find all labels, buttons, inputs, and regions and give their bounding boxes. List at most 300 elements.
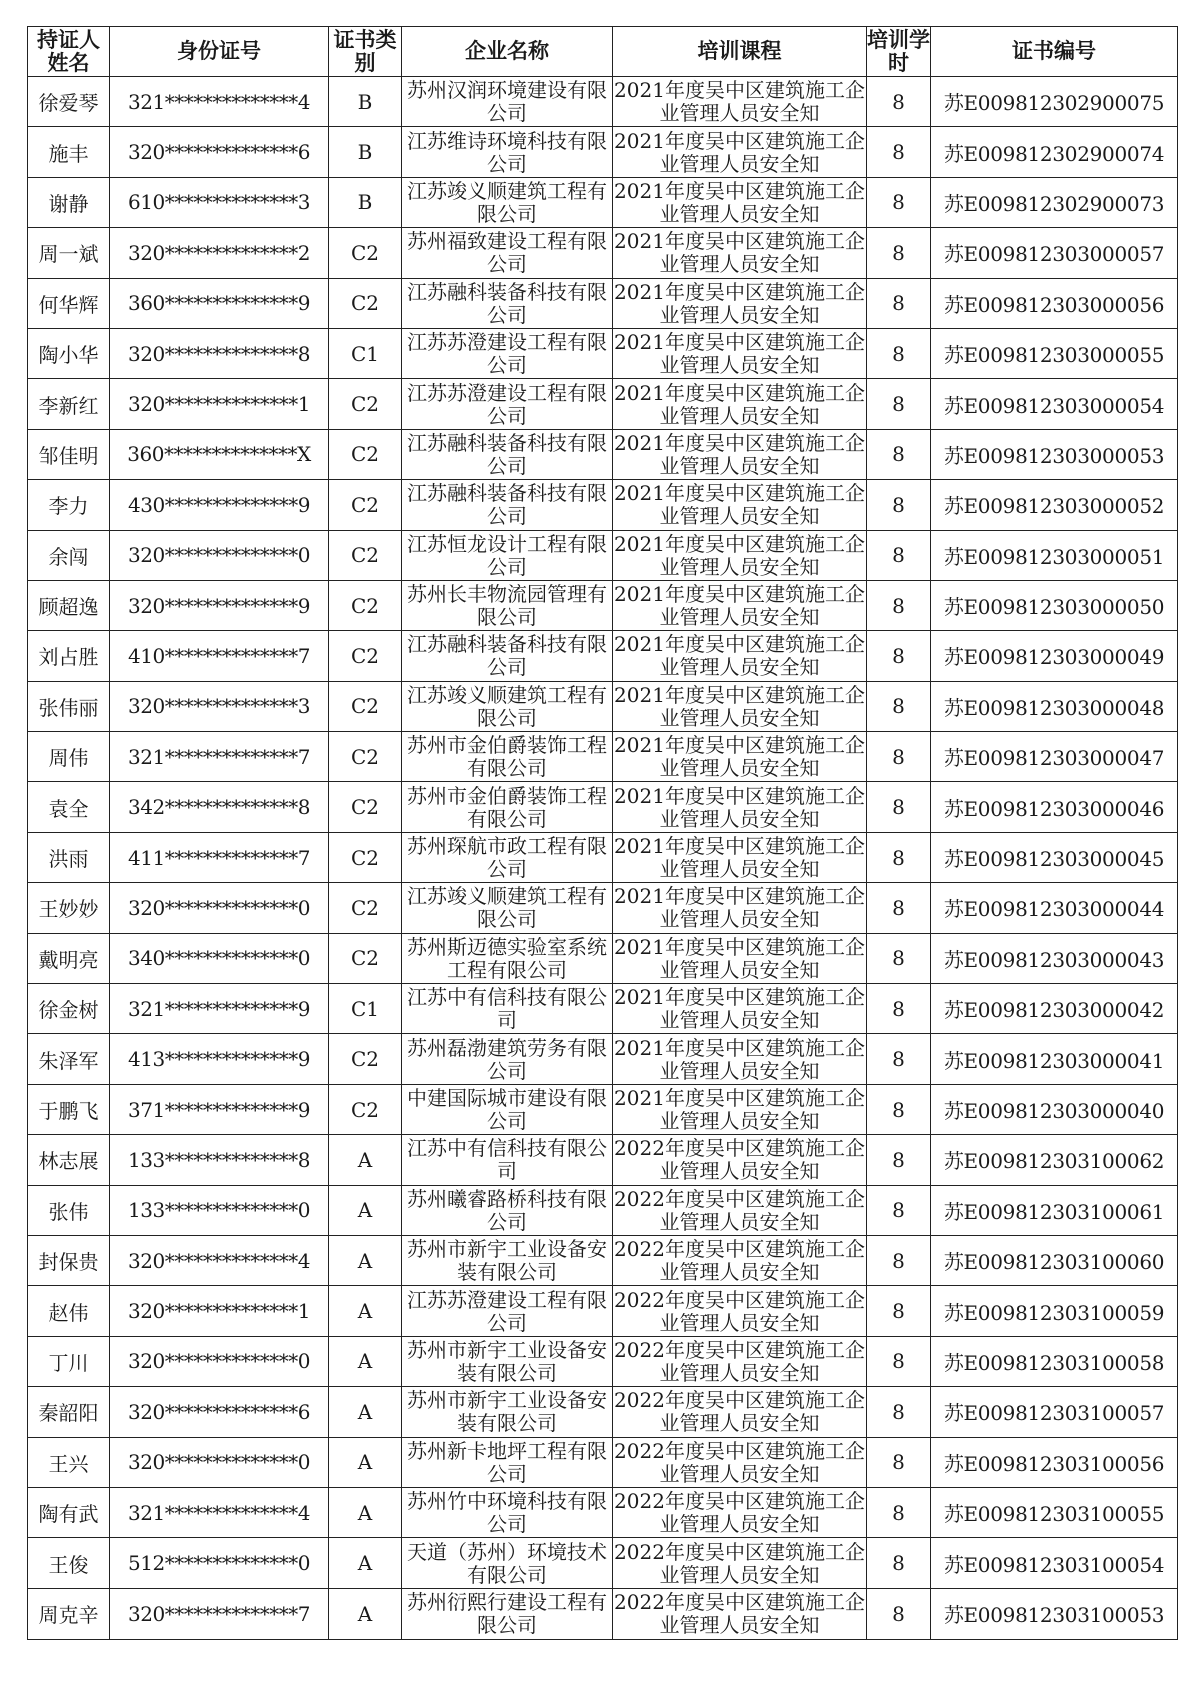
cell-course [613, 77, 867, 127]
cell-cert-no: 苏E009812303000048 [931, 681, 1178, 731]
cell-cert-no: 苏E009812303000043 [931, 933, 1178, 983]
header-row [28, 27, 1178, 77]
cell-company-text: 江苏恒龙设计工程有限公司 [407, 531, 607, 579]
cell-course [613, 782, 867, 832]
cell-id: 320**************0 [110, 530, 329, 580]
cell-id: 320**************0 [110, 883, 329, 933]
cell-category: C2 [329, 782, 402, 832]
cell-course-text: 2022年度吴中区建筑施工企业管理人员安全知 [614, 1287, 865, 1335]
cell-name: 王俊 [28, 1538, 110, 1588]
cell-company [402, 379, 613, 429]
cell-category: C1 [329, 328, 402, 378]
cell-hours: 8 [867, 1487, 931, 1537]
cell-cert-no: 苏E009812303000044 [931, 883, 1178, 933]
cell-hours: 8 [867, 580, 931, 630]
cell-company-text: 江苏融科装备科技有限公司 [407, 632, 607, 680]
cell-cert-no: 苏E009812303000053 [931, 429, 1178, 479]
cell-hours: 8 [867, 933, 931, 983]
cell-course-text: 2021年度吴中区建筑施工企业管理人员安全知 [614, 884, 865, 932]
cell-course [613, 1538, 867, 1588]
cell-company-text: 江苏竣义顺建筑工程有限公司 [407, 682, 607, 730]
table-row [28, 1235, 1178, 1285]
cell-course [613, 480, 867, 530]
cell-company [402, 883, 613, 933]
cell-category: A [329, 1336, 402, 1386]
cell-category: A [329, 1437, 402, 1487]
cell-category: C2 [329, 732, 402, 782]
cell-company [402, 1084, 613, 1134]
cell-course-text: 2021年度吴中区建筑施工企业管理人员安全知 [614, 1086, 865, 1133]
cell-name: 陶有武 [28, 1487, 110, 1537]
cell-course-text: 2021年度吴中区建筑施工企业管理人员安全知 [614, 531, 865, 579]
cell-category: C2 [329, 228, 402, 278]
cell-course-text: 2021年度吴中区建筑施工企业管理人员安全知 [614, 1035, 865, 1083]
cell-name: 林志展 [28, 1135, 110, 1185]
cell-id: 342**************8 [110, 782, 329, 832]
cell-name: 李力 [28, 480, 110, 530]
cell-course [613, 1286, 867, 1336]
cell-company [402, 1286, 613, 1336]
cell-name: 丁川 [28, 1336, 110, 1386]
cell-cert-no: 苏E009812302900073 [931, 177, 1178, 227]
table-row [28, 77, 1178, 127]
cell-hours: 8 [867, 832, 931, 882]
cell-id: 413**************9 [110, 1034, 329, 1084]
cell-id: 360**************X [110, 429, 329, 479]
table-row [28, 480, 1178, 530]
cell-company-text: 苏州曦睿路桥科技有限公司 [407, 1186, 607, 1234]
cell-company-text: 天道（苏州）环境技术有限公司 [407, 1539, 607, 1587]
cell-name: 周克辛 [28, 1588, 110, 1639]
table-row [28, 328, 1178, 378]
cell-cert-no: 苏E009812303000041 [931, 1034, 1178, 1084]
cell-id: 320**************2 [110, 228, 329, 278]
header-id: 身份证号 [110, 27, 329, 77]
cell-course-text: 2022年度吴中区建筑施工企业管理人员安全知 [614, 1237, 865, 1285]
cell-name: 徐爱琴 [28, 77, 110, 127]
cell-hours: 8 [867, 1185, 931, 1235]
cell-course [613, 1487, 867, 1537]
cell-cert-no: 苏E009812303100054 [931, 1538, 1178, 1588]
table-row [28, 681, 1178, 731]
cell-company-text: 苏州汉润环境建设有限公司 [407, 78, 607, 126]
cell-cert-no: 苏E009812303100056 [931, 1437, 1178, 1487]
cell-course [613, 1437, 867, 1487]
cell-course-text: 2021年度吴中区建筑施工企业管理人员安全知 [614, 78, 865, 126]
table-row [28, 1286, 1178, 1336]
cell-company [402, 1538, 613, 1588]
cell-company [402, 1235, 613, 1285]
cell-cert-no: 苏E009812303000040 [931, 1084, 1178, 1134]
cell-course [613, 1135, 867, 1185]
cell-company-text: 苏州长丰物流园管理有限公司 [407, 582, 607, 630]
cell-name: 施丰 [28, 127, 110, 177]
cell-hours: 8 [867, 429, 931, 479]
cell-name: 朱泽军 [28, 1034, 110, 1084]
table-row [28, 631, 1178, 681]
cell-course-text: 2022年度吴中区建筑施工企业管理人员安全知 [614, 1489, 865, 1537]
cell-cert-no: 苏E009812303000047 [931, 732, 1178, 782]
cell-course [613, 278, 867, 328]
cell-company [402, 832, 613, 882]
cell-course [613, 883, 867, 933]
cell-course-text: 2021年度吴中区建筑施工企业管理人员安全知 [614, 783, 865, 831]
cell-hours: 8 [867, 1286, 931, 1336]
cell-company [402, 228, 613, 278]
cell-course-text: 2022年度吴中区建筑施工企业管理人员安全知 [614, 1539, 865, 1587]
cell-category: A [329, 1286, 402, 1336]
cell-company-text: 江苏苏澄建设工程有限公司 [407, 330, 607, 378]
cell-company [402, 328, 613, 378]
cell-company [402, 580, 613, 630]
cell-category: B [329, 77, 402, 127]
cell-id: 512**************0 [110, 1538, 329, 1588]
cell-hours: 8 [867, 127, 931, 177]
cell-course [613, 732, 867, 782]
cell-category: C2 [329, 278, 402, 328]
cell-company-text: 苏州磊渤建筑劳务有限公司 [407, 1035, 607, 1083]
cell-category: B [329, 177, 402, 227]
cell-id: 321**************4 [110, 77, 329, 127]
cell-category: C2 [329, 1034, 402, 1084]
cell-hours: 8 [867, 1588, 931, 1639]
cell-cert-no: 苏E009812303000042 [931, 984, 1178, 1034]
cell-name: 余闯 [28, 530, 110, 580]
cell-name: 戴明亮 [28, 933, 110, 983]
cell-course [613, 429, 867, 479]
cell-id: 321**************9 [110, 984, 329, 1034]
cell-cert-no: 苏E009812303000045 [931, 832, 1178, 882]
cell-course-text: 2021年度吴中区建筑施工企业管理人员安全知 [614, 934, 865, 982]
cell-company-text: 江苏竣义顺建筑工程有限公司 [407, 178, 607, 226]
cell-course-text: 2021年度吴中区建筑施工企业管理人员安全知 [614, 481, 865, 529]
table-row [28, 984, 1178, 1034]
cell-name: 谢静 [28, 177, 110, 227]
table-row [28, 429, 1178, 479]
table-row [28, 1135, 1178, 1185]
cell-hours: 8 [867, 883, 931, 933]
cell-course-text: 2022年度吴中区建筑施工企业管理人员安全知 [614, 1186, 865, 1234]
cell-category: A [329, 1487, 402, 1537]
cell-name: 刘占胜 [28, 631, 110, 681]
table-row [28, 530, 1178, 580]
cell-course [613, 127, 867, 177]
cell-id: 320**************0 [110, 1437, 329, 1487]
cell-category: C2 [329, 379, 402, 429]
cell-course [613, 1235, 867, 1285]
cell-course-text: 2022年度吴中区建筑施工企业管理人员安全知 [614, 1590, 865, 1638]
header-hours: 培训学时 [867, 27, 930, 75]
cell-hours: 8 [867, 681, 931, 731]
cell-category: B [329, 127, 402, 177]
cell-category: A [329, 1235, 402, 1285]
cell-course [613, 379, 867, 429]
cell-course-text: 2022年度吴中区建筑施工企业管理人员安全知 [614, 1136, 865, 1184]
header-company: 企业名称 [402, 27, 613, 77]
cell-name: 顾超逸 [28, 580, 110, 630]
cell-company-text: 苏州市新宇工业设备安装有限公司 [407, 1237, 607, 1285]
cell-hours: 8 [867, 732, 931, 782]
cell-company-text: 中建国际城市建设有限公司 [407, 1086, 607, 1133]
table-row [28, 933, 1178, 983]
cell-id: 320**************1 [110, 1286, 329, 1336]
cell-course [613, 1084, 867, 1134]
cell-category: A [329, 1588, 402, 1639]
cell-id: 320**************6 [110, 1387, 329, 1437]
cell-course-text: 2021年度吴中区建筑施工企业管理人员安全知 [614, 430, 865, 478]
cell-id: 320**************9 [110, 580, 329, 630]
cell-company [402, 1185, 613, 1235]
cell-cert-no: 苏E009812303000054 [931, 379, 1178, 429]
cell-course-text: 2021年度吴中区建筑施工企业管理人员安全知 [614, 380, 865, 428]
cell-id: 320**************0 [110, 1336, 329, 1386]
cell-company [402, 1387, 613, 1437]
cell-cert-no: 苏E009812303000055 [931, 328, 1178, 378]
cell-course [613, 530, 867, 580]
cell-id: 321**************4 [110, 1487, 329, 1537]
cell-course-text: 2021年度吴中区建筑施工企业管理人员安全知 [614, 582, 865, 630]
cell-category: C2 [329, 832, 402, 882]
cell-company [402, 1588, 613, 1639]
cell-name: 周伟 [28, 732, 110, 782]
cell-hours: 8 [867, 782, 931, 832]
cell-cert-no: 苏E009812303100061 [931, 1185, 1178, 1235]
cell-id: 133**************8 [110, 1135, 329, 1185]
cell-hours: 8 [867, 1437, 931, 1487]
cell-company [402, 480, 613, 530]
cell-company-text: 苏州市新宇工业设备安装有限公司 [407, 1388, 607, 1436]
cell-course [613, 328, 867, 378]
header-cert-no: 证书编号 [931, 27, 1178, 77]
cell-course-text: 2022年度吴中区建筑施工企业管理人员安全知 [614, 1388, 865, 1436]
cell-cert-no: 苏E009812303100058 [931, 1336, 1178, 1386]
cell-company [402, 1487, 613, 1537]
cell-category: A [329, 1135, 402, 1185]
table-row [28, 832, 1178, 882]
cell-course [613, 580, 867, 630]
table-row [28, 580, 1178, 630]
table-row [28, 379, 1178, 429]
table-header [28, 27, 1178, 77]
table-row [28, 883, 1178, 933]
cell-category: A [329, 1185, 402, 1235]
table-row [28, 1084, 1178, 1134]
cell-hours: 8 [867, 631, 931, 681]
cell-company-text: 苏州新卡地坪工程有限公司 [407, 1438, 607, 1486]
cell-company [402, 631, 613, 681]
cell-course-text: 2021年度吴中区建筑施工企业管理人员安全知 [614, 682, 865, 730]
table-row [28, 782, 1178, 832]
cell-hours: 8 [867, 1135, 931, 1185]
cell-course [613, 1387, 867, 1437]
cell-company [402, 1437, 613, 1487]
cell-company-text: 苏州市金伯爵装饰工程有限公司 [407, 733, 607, 781]
cell-id: 320**************4 [110, 1235, 329, 1285]
table-body [28, 77, 1178, 1640]
cell-hours: 8 [867, 530, 931, 580]
cell-hours: 8 [867, 328, 931, 378]
cell-company [402, 530, 613, 580]
cell-course [613, 1034, 867, 1084]
cell-company-text: 江苏融科装备科技有限公司 [407, 279, 607, 327]
cell-company-text: 苏州竹中环境科技有限公司 [407, 1489, 607, 1537]
cell-company-text: 苏州市金伯爵装饰工程有限公司 [407, 783, 607, 831]
cell-company [402, 984, 613, 1034]
cell-hours: 8 [867, 228, 931, 278]
cell-course-text: 2021年度吴中区建筑施工企业管理人员安全知 [614, 632, 865, 680]
cell-name: 邹佳明 [28, 429, 110, 479]
cell-hours: 8 [867, 77, 931, 127]
table-row [28, 1487, 1178, 1537]
cell-id: 430**************9 [110, 480, 329, 530]
cell-category: C2 [329, 530, 402, 580]
table-row [28, 1588, 1178, 1639]
cell-course-text: 2021年度吴中区建筑施工企业管理人员安全知 [614, 178, 865, 226]
cell-cert-no: 苏E009812303100055 [931, 1487, 1178, 1537]
table-row [28, 1336, 1178, 1386]
cell-company [402, 177, 613, 227]
cell-category: A [329, 1538, 402, 1588]
cell-company [402, 933, 613, 983]
cell-name: 赵伟 [28, 1286, 110, 1336]
cell-cert-no: 苏E009812303000057 [931, 228, 1178, 278]
cell-course-text: 2021年度吴中区建筑施工企业管理人员安全知 [614, 229, 865, 277]
cell-name: 秦韶阳 [28, 1387, 110, 1437]
table-row [28, 1538, 1178, 1588]
cell-category: C2 [329, 580, 402, 630]
cell-company [402, 429, 613, 479]
cell-company-text: 江苏维诗环境科技有限公司 [407, 128, 607, 176]
header-name: 持证人姓名 [28, 27, 110, 77]
cell-course [613, 1588, 867, 1639]
cell-company-text: 苏州福致建设工程有限公司 [407, 229, 607, 277]
cell-company-text: 苏州衍熙行建设工程有限公司 [407, 1590, 607, 1638]
cell-company [402, 732, 613, 782]
cell-course [613, 933, 867, 983]
cell-company [402, 77, 613, 127]
cell-company-text: 江苏竣义顺建筑工程有限公司 [407, 884, 607, 932]
certificate-table [27, 26, 1178, 1640]
table-row [28, 278, 1178, 328]
cell-company-text: 苏州市新宇工业设备安装有限公司 [407, 1337, 607, 1385]
cell-category: C2 [329, 480, 402, 530]
cell-name: 王兴 [28, 1437, 110, 1487]
table-row [28, 732, 1178, 782]
cell-name: 张伟丽 [28, 681, 110, 731]
cell-course [613, 1336, 867, 1386]
cell-company [402, 1336, 613, 1386]
cell-hours: 8 [867, 1538, 931, 1588]
cell-company [402, 278, 613, 328]
cell-course [613, 177, 867, 227]
cell-name: 李新红 [28, 379, 110, 429]
header-course: 培训课程 [613, 27, 867, 77]
cell-course [613, 228, 867, 278]
cell-hours: 8 [867, 984, 931, 1034]
cell-course [613, 1185, 867, 1235]
cell-name: 何华辉 [28, 278, 110, 328]
cell-cert-no: 苏E009812303100059 [931, 1286, 1178, 1336]
cell-company-text: 苏州琛航市政工程有限公司 [407, 834, 607, 882]
cell-company [402, 1034, 613, 1084]
cell-cert-no: 苏E009812303000046 [931, 782, 1178, 832]
cell-course [613, 631, 867, 681]
cell-hours: 8 [867, 278, 931, 328]
cell-id: 411**************7 [110, 832, 329, 882]
cell-name: 陶小华 [28, 328, 110, 378]
cell-hours: 8 [867, 1034, 931, 1084]
table-row [28, 1185, 1178, 1235]
cell-cert-no: 苏E009812303100057 [931, 1387, 1178, 1437]
cell-company [402, 782, 613, 832]
cell-name: 徐金树 [28, 984, 110, 1034]
cell-company-text: 江苏融科装备科技有限公司 [407, 481, 607, 529]
header-category: 证书类别 [329, 27, 402, 77]
table-row [28, 228, 1178, 278]
cell-hours: 8 [867, 1336, 931, 1386]
cell-hours: 8 [867, 379, 931, 429]
cell-name: 封保贵 [28, 1235, 110, 1285]
cell-cert-no: 苏E009812303100060 [931, 1235, 1178, 1285]
cell-course-text: 2021年度吴中区建筑施工企业管理人员安全知 [614, 279, 865, 327]
cell-course [613, 832, 867, 882]
cell-category: C2 [329, 429, 402, 479]
cell-id: 320**************3 [110, 681, 329, 731]
cell-company-text: 江苏苏澄建设工程有限公司 [407, 380, 607, 428]
cell-category: C2 [329, 631, 402, 681]
cell-name: 张伟 [28, 1185, 110, 1235]
cell-company-text: 苏州斯迈德实验室系统工程有限公司 [407, 934, 607, 982]
cell-id: 320**************1 [110, 379, 329, 429]
table-row [28, 127, 1178, 177]
cell-company-text: 江苏中有信科技有限公司 [407, 1136, 607, 1184]
cell-cert-no: 苏E009812303000056 [931, 278, 1178, 328]
cell-category: C1 [329, 984, 402, 1034]
cell-cert-no: 苏E009812303000050 [931, 580, 1178, 630]
cell-category: C2 [329, 933, 402, 983]
cell-id: 360**************9 [110, 278, 329, 328]
table-row [28, 177, 1178, 227]
cell-company-text: 江苏融科装备科技有限公司 [407, 430, 607, 478]
cell-course [613, 984, 867, 1034]
cell-id: 321**************7 [110, 732, 329, 782]
table-row [28, 1437, 1178, 1487]
cell-id: 320**************7 [110, 1588, 329, 1639]
cell-cert-no: 苏E009812303100062 [931, 1135, 1178, 1185]
cell-name: 洪雨 [28, 832, 110, 882]
cell-id: 340**************0 [110, 933, 329, 983]
cell-name: 王妙妙 [28, 883, 110, 933]
cell-name: 袁全 [28, 782, 110, 832]
cell-name: 周一斌 [28, 228, 110, 278]
cell-id: 410**************7 [110, 631, 329, 681]
cell-name: 于鹏飞 [28, 1084, 110, 1134]
cell-id: 320**************6 [110, 127, 329, 177]
cell-course-text: 2021年度吴中区建筑施工企业管理人员安全知 [614, 834, 865, 882]
cell-category: C2 [329, 1084, 402, 1134]
cell-cert-no: 苏E009812302900075 [931, 77, 1178, 127]
cell-hours: 8 [867, 1387, 931, 1437]
cell-hours: 8 [867, 480, 931, 530]
cell-cert-no: 苏E009812303000049 [931, 631, 1178, 681]
cell-company [402, 127, 613, 177]
cell-course-text: 2021年度吴中区建筑施工企业管理人员安全知 [614, 985, 865, 1033]
table-row [28, 1034, 1178, 1084]
cell-company-text: 江苏中有信科技有限公司 [407, 985, 607, 1033]
cell-id: 320**************8 [110, 328, 329, 378]
cell-hours: 8 [867, 1084, 931, 1134]
cell-cert-no: 苏E009812303000051 [931, 530, 1178, 580]
